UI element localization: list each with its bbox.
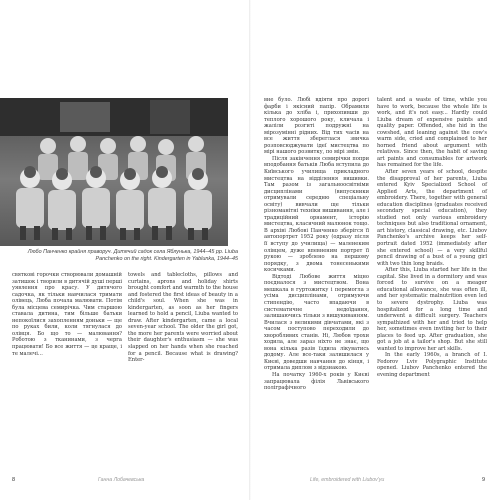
paragraph: towels and tablecloths, pillows and curtains, aprons and holiday shirts brought comfort and warmth to the house and fostered the first ideas of beauty in a child's soul. When she was in kindergarten, as soon as her fingers learned to hold a pencil, Liuba wanted to draw. After kindergarten, came a local seven-year school. The older the girl got, the more her parents were worried about their daughter's enthusiasm — she was slapped on her hands when she reached for a pencil. Because what is drawing? Enter- (128, 272, 238, 364)
paragraph: After this, Liuba started her life in the capital. She lived in a dormitory and was forced to survive on a meager educational allowance, she was often ill, and her systematic malnutrition even led to severe dystrophy. Liuba was hospitalized for a long time and underwent a difficult surgery. Teachers sympathized with her and tried to help her, sometimes even inviting her to their places to feed up. After graduation, she got a job at a tailor's shop. But she still wanted to improve her art skills. (377, 267, 487, 352)
paragraph: Відтоді Любове життя міцно поєдналося з мистецтвом. Вона мешкала в гуртожитку і перемогла з усіма дисциплінами, отримуючи стипендію, часто впадаючи в систематичне недоїдання, залишаючись тільки з вишукиванням. Вчилася з великими дівчатами, які з часом поступово переходили до хворобливих станів. Ні, Любов трохи ходила, але зараз ніхто не знає, що вона кілька разів їздила лікуватись додому. Але все-таки залишилася у Києві, доведши навчання до кінця, і отримала диплом з відзнакою. (264, 273, 369, 372)
paragraph: Після закінчення семирічки попри вподобання батьків Люба вступила до Київського училища прикладного мистецтва на відділення вишивки. Там разом із загальноосвітніми дисциплінами (випускники отримували середню спеціальну освіту) вивчали ще тільки різноманітні техніки вишивання, але і традиційний орнамент, історію мистецтва, класичний малюнок тощо. В архіві Любові Панченко зберігся її автопортрет 1952 року (одразу після її вступу до училища) — маленеким олівцем, дуже впевненим портрет її рукою — зроблено на першому порядку, з двома тонесенькими косичками. (264, 155, 369, 274)
kindergarten-photo (0, 98, 228, 246)
left-page-column-english (128, 272, 238, 364)
running-head-left: Ганна Лобачевська (98, 477, 145, 483)
paragraph: святкові горочки створювали домашній затишок і творили в дитячій душі перші уявлення про красу. У дитячого садочка, як тільки навчилася тримати олівець, Люба почала малювати. Потім була місцева семирічка. Чим старшою ставала дитина, тим більше батьки непокоїлися захопленням доньки — ще по руках били, коли тягнулася до олівця. Бо що то — малювання? Роботою з тканинами, з черга працювати! Бо все життя — це краще, і те малечі... (12, 272, 122, 357)
right-page-column-ukrainian (264, 97, 369, 392)
page-number-right: 9 (482, 477, 486, 483)
paragraph: In the early 1960s, a branch of I. Fedorov Lviv Polygraphic Institute opened. Liubov Panchenko entered the evening department (377, 352, 487, 378)
paragraph: After seven years of school, despite the disapproval of her parents, Liuba entered Kyiv Specialized School of Applied Arts, the department of embroidery. There, together with general education disciplines (graduates received secondary special education), they studied not only various embroidery techniques but also traditional ornament, art history, classical drawing, etc. Liubov Panchenko's archive keeps her self-portrait dated 1952 (immediately after she entered school) — a very skillful pencil drawing of a bust of a young girl with two thin long braids. (377, 169, 487, 267)
right-page (250, 0, 500, 500)
left-page-column-ukrainian (12, 272, 122, 357)
paragraph: вне було. Любі вдіяти про дорогі фарби і якісний папір. Обрамили кілька до хліба і, прихопивши до теплого хорошого року, кличала і жаліли розгиті подружні на мірозумінні рідних. Від тих часів на все життя збереглася звичка розповсюджувати ідеї мистецтва по мірі нашого розвитку, по мірі змін. (264, 97, 369, 156)
right-page-column-english (377, 97, 487, 379)
kindergarten-photo-image (0, 98, 228, 246)
running-head-right: Life, embroidered with Liubov'yu (310, 477, 385, 483)
paragraph: talent and a waste of time, while you have to work, because the whole life is work, and it's not easy... Hardly could Liuba dream of expensive paints and quality paper. Offended, she hid in the cowshed, and leaning against the cow's warm side, cried and complained to her horned friend about argument with relatives. Since then, the habit of saving art paints and consumables for artwork has remained for the life. (377, 97, 487, 169)
photo-caption: Любо Панченко крайня праворуч. Дитячий садок села Яблунька, 1944–45 рр. Liuba Panchenko on the right. Kindergarten in Yablunka, 1944–45 (27, 249, 238, 262)
page-number-left: 8 (12, 477, 16, 483)
paragraph: На початку 1960-х років у Києві запрацювала філія Львівського поліграфічного (264, 371, 369, 392)
